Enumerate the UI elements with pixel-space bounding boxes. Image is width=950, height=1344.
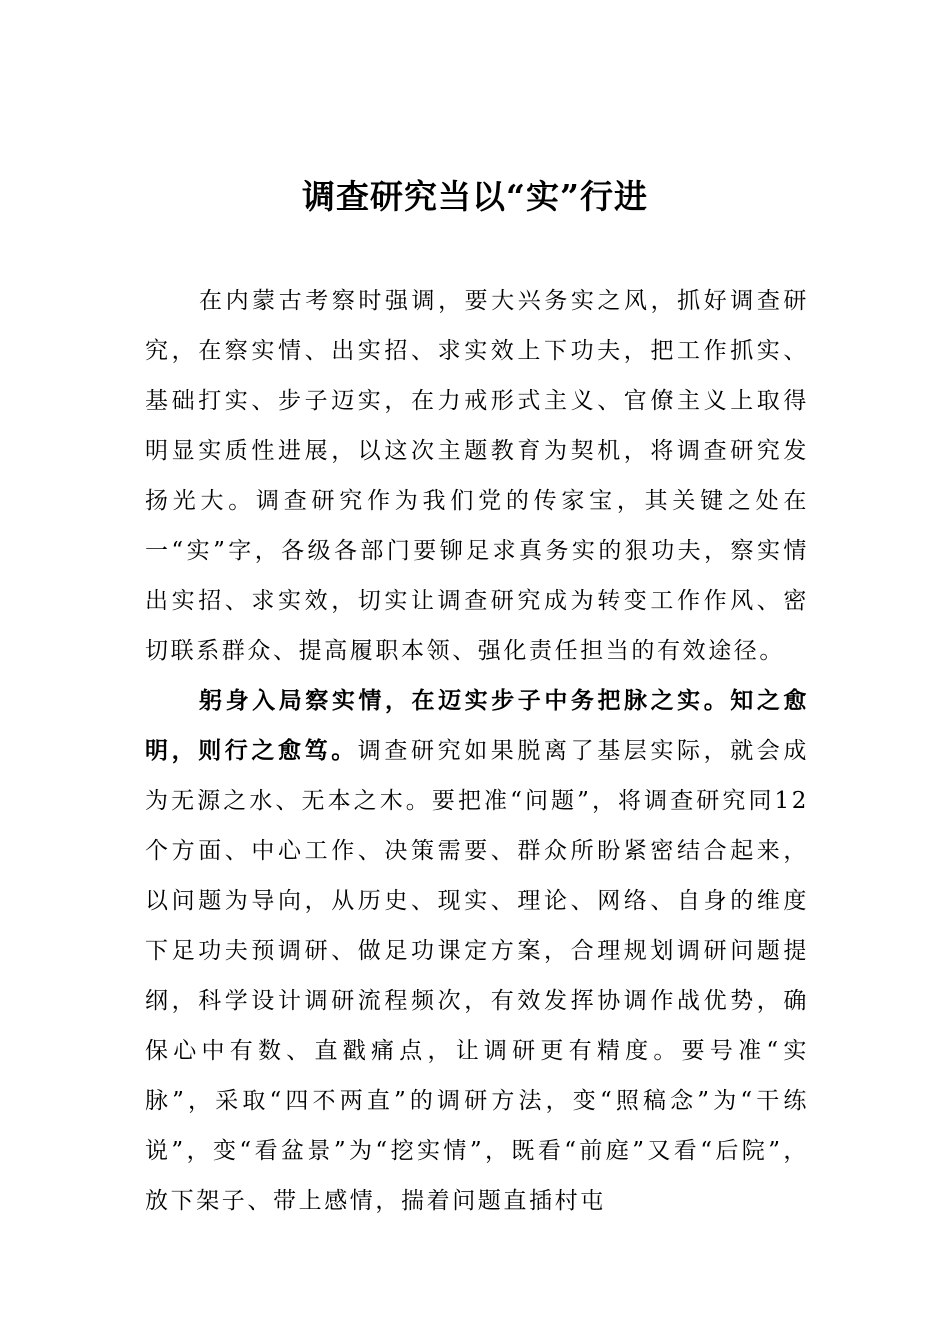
paragraph-1	[145, 276, 809, 676]
paragraph-2	[145, 676, 809, 1226]
document-title: 调查研究当以“实”行进	[302, 177, 648, 216]
document-body	[145, 276, 809, 1226]
paragraph-2-lead: 躬身入局察实情，在迈实步子中务把脉之实。知之愈明，则行之愈笃。	[145, 688, 809, 764]
paragraph-1-text: 在内蒙古考察时强调，要大兴务实之风，抓好调查研究，在察实情、出实招、求实效上下功夫，把工作抓实、基础打实、步子迈实，在力戒形式主义、官僚主义上取得明显实质性进展，以这次主题教育为契机，将调查研究发扬光大。调查研究作为我们党的传家宝，其关键之处在一“实”字，各级各部门要铆足求真务实的狠功夫，察实情出实招、求实效，切实让调查研究成为转变工作作风、密切联系群众、提高履职本领、强化责任担当的有效途径。	[145, 288, 809, 664]
paragraph-2-text: 调查研究如果脱离了基层实际，就会成为无源之水、无本之木。要把准“问题”，将调查研究同12个方面、中心工作、决策需要、群众所盼紧密结合起来，以问题为导向，从历史、现实、理论、网络、自身的维度下足功夫预调研、做足功课定方案，合理规划调研问题提纲，科学设计调研流程频次，有效发挥协调作战优势，确保心中有数、直戳痛点，让调研更有精度。要号准“实脉”，采取“四不两直”的调研方法，变“照稿念”为“干练说”，变“看盆景”为“挖实情”，既看“前庭”又看“后院”，放下架子、带上感情，揣着问题直插村屯	[145, 738, 809, 1214]
